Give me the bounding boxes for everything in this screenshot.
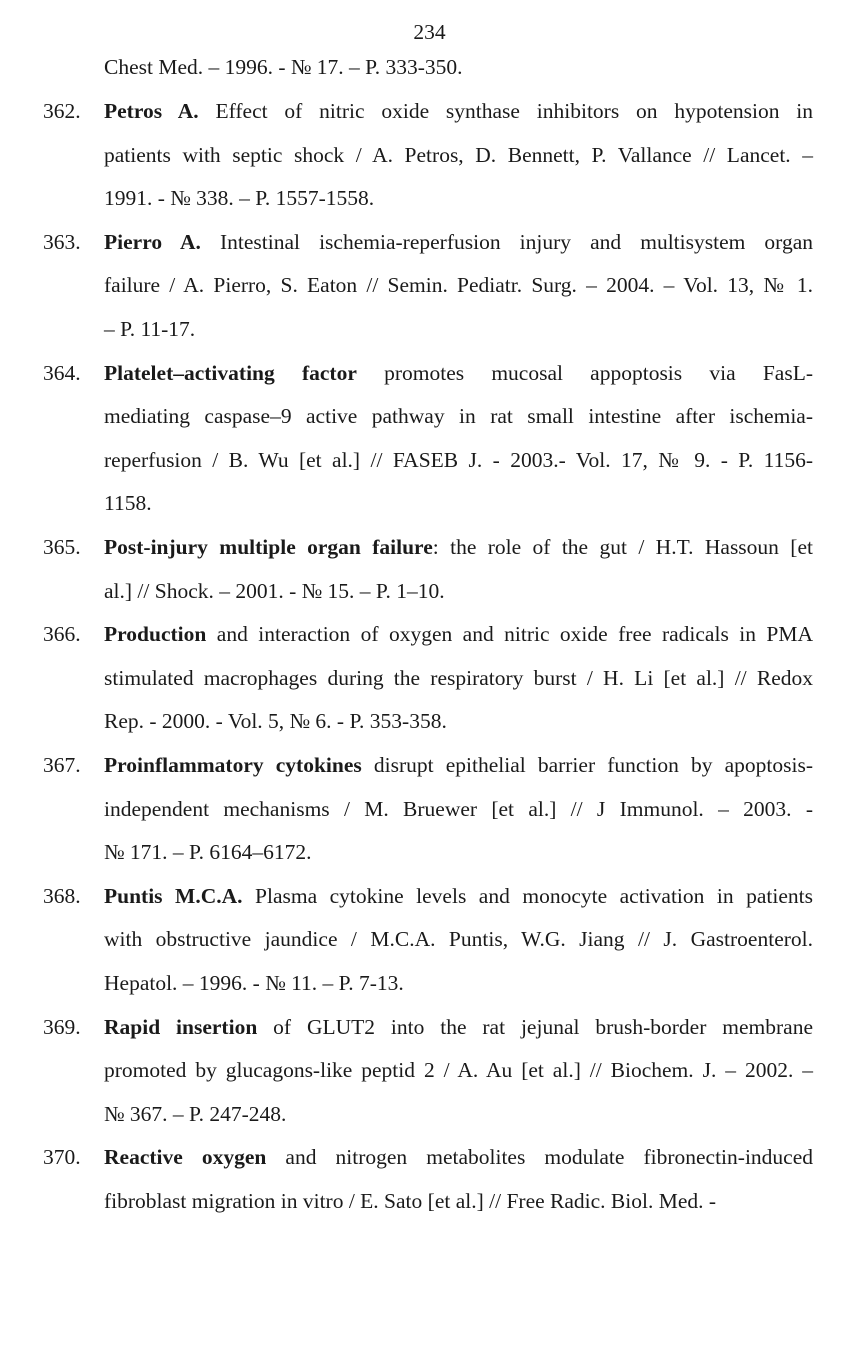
reference-line [104, 968, 813, 998]
reference-line [104, 881, 813, 911]
reference-number: 366. [43, 622, 81, 647]
reference-line [104, 576, 813, 606]
reference-text: failure / A. Pierro, S. Eaton // Semin. Pediatr. Surg. – 2004. – Vol. 13, № 1. [104, 273, 813, 298]
reference-text: mediating caspase–9 active pathway in rat small intestine after ischemia- [104, 404, 813, 429]
reference-title-bold: Platelet–activating factor [104, 360, 357, 385]
reference-number: 362. [43, 99, 81, 123]
reference-text: 1991. - № 338. – P. 1557-1558. [104, 186, 375, 211]
reference-line [104, 750, 813, 780]
reference-number: 370. [43, 1145, 81, 1170]
reference-number: 364. [43, 360, 81, 385]
reference-title-bold: Reactive oxygen [104, 1145, 267, 1170]
reference-line [104, 358, 813, 388]
reference-text: with obstructive jaundice / M.C.A. Puntis, W.G. Jiang // J. Gastroenterol. [104, 927, 813, 952]
reference-line [104, 706, 813, 736]
reference-number: 365. [43, 535, 81, 559]
reference-text: № 171. – P. 6164–6172. [104, 840, 312, 865]
reference-line [104, 401, 813, 431]
reference-line [104, 837, 813, 867]
reference-line [104, 619, 813, 649]
reference-number: 368. [43, 883, 81, 908]
reference-number: 367. [43, 753, 81, 777]
reference-line [104, 794, 813, 824]
reference-text: : the role of the gut / H.T. Hassoun [et [432, 535, 813, 559]
reference-text: of GLUT2 into the rat jejunal brush-border membrane [257, 1014, 814, 1039]
reference-line [104, 227, 813, 257]
reference-title-bold: Proinflammatory cytokines [104, 753, 362, 777]
reference-title-bold: Production [104, 622, 207, 647]
reference-text: Plasma cytokine levels and monocyte activation in patients [242, 883, 813, 908]
reference-line [104, 96, 813, 126]
reference-text: disrupt epithelial barrier function by apoptosis- [361, 753, 813, 777]
reference-line [104, 1186, 813, 1216]
reference-line [104, 1142, 813, 1172]
reference-title-bold: Rapid insertion [104, 1014, 258, 1039]
reference-text: al.] // Shock. – 2001. - № 15. – P. 1–10. [104, 578, 445, 603]
page-number: 234 [413, 20, 446, 44]
reference-text: and interaction of oxygen and nitric oxide free radicals in PMA [206, 622, 813, 647]
reference-line [104, 924, 813, 954]
continuation-line: Chest Med. – 1996. - № 17. – P. 333-350. [104, 55, 463, 79]
reference-line [104, 532, 813, 562]
reference-text: Hepatol. – 1996. - № 11. – P. 7-13. [104, 971, 404, 995]
reference-line [104, 314, 813, 344]
reference-title-bold: Post-injury multiple organ failure [104, 535, 433, 559]
reference-number: 363. [43, 229, 81, 254]
reference-title-bold: Puntis M.C.A. [104, 883, 243, 908]
reference-title-bold: Petros A. [104, 99, 199, 123]
reference-line [104, 1012, 813, 1042]
reference-line [104, 1055, 813, 1085]
reference-text: № 367. – P. 247-248. [104, 1101, 287, 1126]
reference-text: stimulated macrophages during the respiratory burst / H. Li [et al.] // Redox [104, 665, 813, 690]
reference-text: fibroblast migration in vitro / E. Sato [et al.] // Free Radic. Biol. Med. - [104, 1189, 717, 1213]
reference-text: patients with septic shock / A. Petros, D. Bennett, P. Vallance // Lancet. – [104, 142, 813, 167]
reference-text: 1158. [104, 491, 152, 516]
reference-text: Intestinal ischemia-reperfusion injury and multisystem organ [200, 229, 813, 254]
reference-text: and nitrogen metabolites modulate fibronectin-induced [266, 1145, 813, 1170]
reference-line [104, 270, 813, 300]
reference-text: promotes mucosal appoptosis via FasL- [356, 360, 813, 385]
reference-text: – P. 11-17. [104, 317, 196, 341]
reference-text: independent mechanisms / M. Bruewer [et al.] // J Immunol. – 2003. - [104, 796, 813, 821]
reference-line [104, 140, 813, 170]
reference-text: promoted by glucagons-like peptid 2 / A. Au [et al.] // Biochem. J. – 2002. – [104, 1058, 813, 1083]
reference-line [104, 663, 813, 693]
reference-title-bold: Pierro A. [104, 229, 201, 254]
reference-text: Rep. - 2000. - Vol. 5, № 6. - P. 353-358. [104, 709, 447, 734]
reference-number: 369. [43, 1014, 81, 1039]
reference-line [104, 488, 813, 518]
reference-text: reperfusion / B. Wu [et al.] // FASEB J. - 2003.- Vol. 17, № 9. - P. 1156- [104, 447, 813, 472]
reference-line [104, 445, 813, 475]
reference-line [104, 1099, 813, 1129]
reference-line [104, 183, 813, 213]
reference-text: Effect of nitric oxide synthase inhibitors on hypotension in [198, 99, 814, 123]
